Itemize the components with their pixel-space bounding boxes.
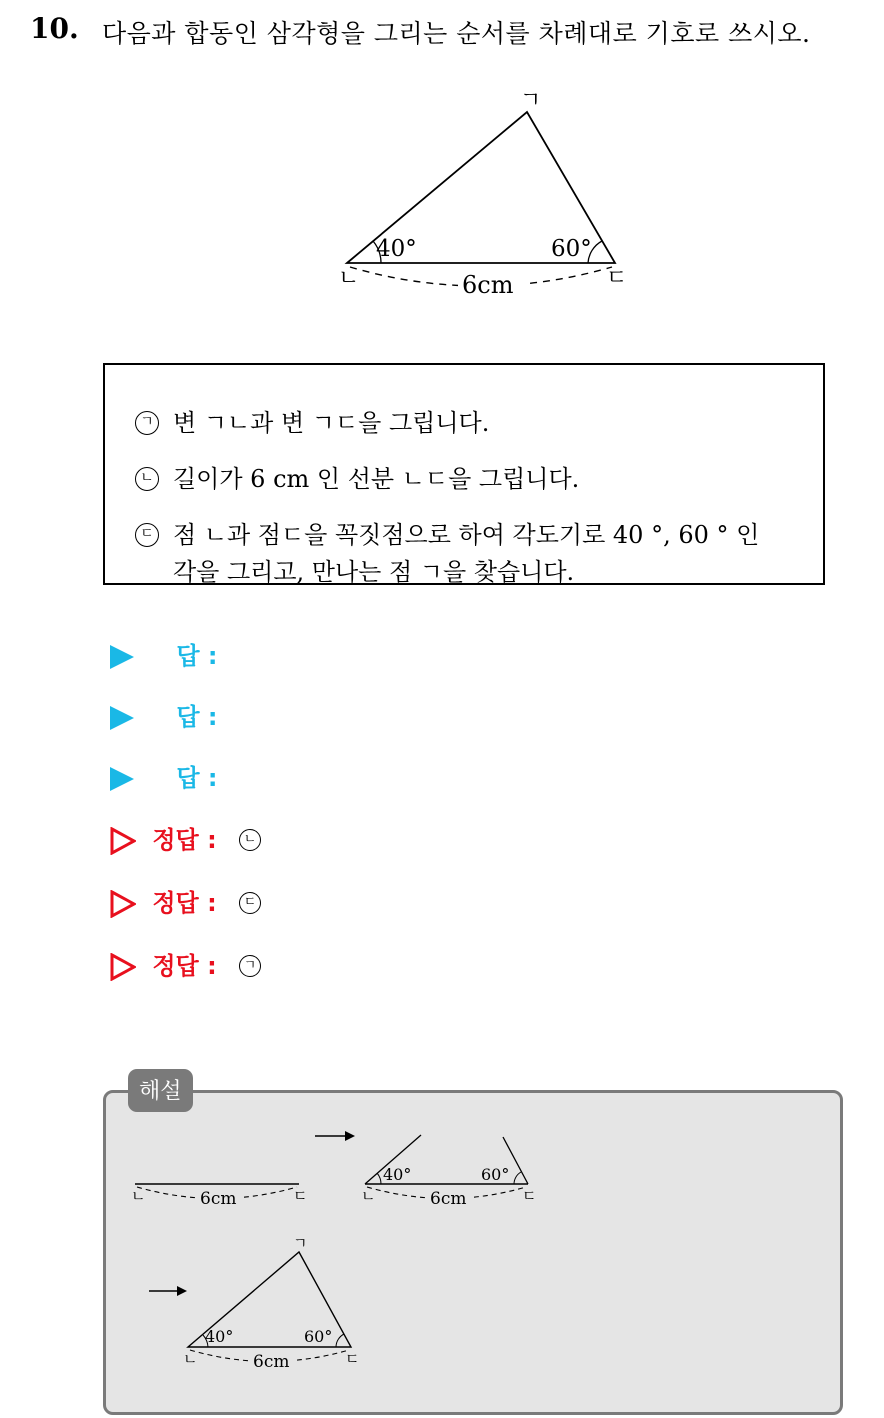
play-triangle-icon [110,706,134,730]
sol3-angle-left: 40° [205,1327,234,1346]
play-triangle-icon [110,645,134,669]
outline-triangle-icon [110,953,136,981]
sol2-base-label: 6cm [430,1189,467,1209]
question-number: 10. [30,12,79,45]
sol3-vertex-top: ㄱ [293,1234,308,1252]
vertex-label-right: ㄷ [606,266,628,291]
correct-answer-3 [110,946,261,981]
arrow-right-icon [315,1131,355,1141]
steps-box [103,363,825,585]
arrow-right-icon [149,1286,187,1296]
step-text-3-line2: 각을 그리고, 만나는 점 ㄱ을 찾습니다. [173,558,575,586]
answer-label: 답 : [176,764,218,792]
answer-label: 답 : [176,642,218,670]
outline-triangle-icon [110,827,136,855]
answer-prompt-1 [110,636,218,671]
correct-answer-1 [110,820,261,855]
correct-answer-label: 정답 : [152,952,217,980]
vertex-label-left: ㄴ [338,266,360,291]
question-text: 다음과 합동인 삼각형을 그리는 순서를 차례대로 기호로 쓰시오. [102,19,811,48]
sol1-vertex-right: ㄷ [293,1187,308,1205]
sol2-angle-right: 60° [481,1165,510,1184]
vertex-label-top: ㄱ [520,88,542,113]
step-item-2 [135,459,579,494]
step-mark-1: ㄱ [135,411,159,435]
step-text-2: 길이가 6 cm 인 선분 ㄴㄷ을 그립니다. [173,465,580,493]
sol1-base-label: 6cm [200,1189,237,1209]
triangle-figure [330,85,650,305]
outline-triangle-icon [110,890,136,918]
correct-answer-value: ㄴ [239,829,261,851]
solution-diagram [103,1090,843,1415]
angle-label-left: 40° [376,236,417,262]
play-triangle-icon [110,767,134,791]
correct-answer-label: 정답 : [152,889,217,917]
angle-label-right: 60° [551,236,592,262]
sol3-vertex-right: ㄷ [345,1350,360,1368]
answer-prompt-2 [110,697,218,732]
solution-step2-figure [361,1135,537,1209]
sol2-vertex-left: ㄴ [361,1187,376,1205]
sol2-vertex-right: ㄷ [522,1187,537,1205]
step-mark-3: ㄷ [135,523,159,547]
solution-step1-figure [131,1184,308,1209]
correct-answer-2 [110,883,261,918]
sol3-vertex-left: ㄴ [183,1350,198,1368]
solution-step3-figure [183,1234,360,1372]
step-text-1: 변 ㄱㄴ과 변 ㄱㄷ을 그립니다. [173,409,490,437]
correct-answer-value: ㄷ [239,892,261,914]
solution-tag: 해설 [128,1069,193,1112]
sol3-base-label: 6cm [253,1352,290,1372]
sol2-angle-left: 40° [383,1165,412,1184]
answer-label: 답 : [176,703,218,731]
step-text-3: 점 ㄴ과 점ㄷ을 꼭짓점으로 하여 각도기로 40 °, 60 ° 인 [173,521,760,549]
correct-answer-value: ㄱ [239,955,261,977]
step-item-3-cont [173,552,574,587]
step-item-1 [135,403,489,438]
correct-answer-label: 정답 : [152,826,217,854]
sol1-vertex-left: ㄴ [131,1187,146,1205]
step-item-3 [135,515,759,550]
answer-prompt-3 [110,758,218,793]
step-mark-2: ㄴ [135,467,159,491]
base-length-label: 6cm [462,271,514,299]
sol3-angle-right: 60° [304,1327,333,1346]
